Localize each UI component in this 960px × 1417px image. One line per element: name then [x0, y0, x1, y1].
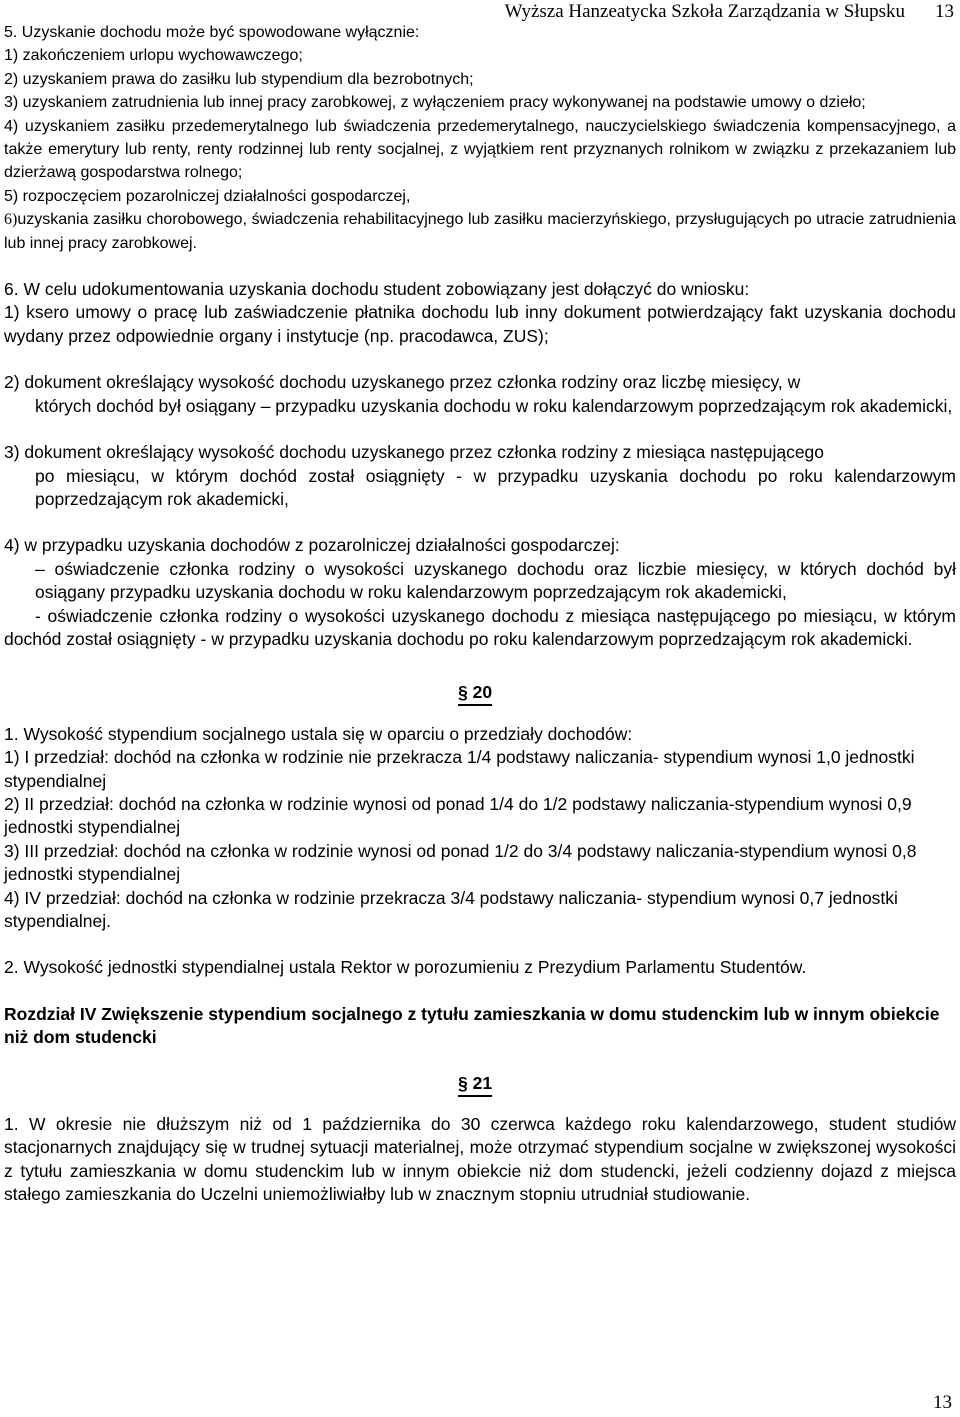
- section-6: [4, 278, 956, 651]
- section-6-intro: [4, 278, 956, 301]
- section-5-item-1: 1) zakończeniem urlopu wychowawczego;: [4, 47, 303, 65]
- page-header: [505, 1, 954, 23]
- section-5-item-5: 5) rozpoczęciem pozarolniczej działalności gospodarczej,: [4, 187, 411, 205]
- section-6-intro-text: W celu udokumentowania uzyskania dochodu student zobowiązany jest dołączyć do wniosku:: [23, 279, 750, 300]
- paragraph-20: [4, 723, 956, 980]
- section-6-item-3-rest: po miesiącu, w którym dochód został osiągnięty - w przypadku uzyskania dochodu po roku kalendarzowym poprzedzającym rok akademicki,: [35, 465, 956, 509]
- section-6-item-4-dash-1: – oświadczenie członka rodziny o wysokości uzyskanego dochodu oraz liczbie miesięcy, w których dochód był osiągany przypadku uzyskania dochodu w roku kalendarzowym poprzedzającym rok akademicki,: [35, 558, 956, 603]
- section-5-item-6: [4, 208, 956, 255]
- section-6-item-3-first: 3) dokument określający wysokość dochodu uzyskanego przez członka rodziny z miesiąca następującego: [4, 442, 825, 463]
- section-5-item-6-text: uzyskania zasiłku chorobowego, świadczenia rehabilitacyjnego lub zasiłku macierzyńskiego, przysługujących po utracie zatrudnienia lub innej pracy zarobkowej.: [4, 211, 956, 252]
- section-6-item-2-rest: których dochód był osiągany – przypadku uzyskania dochodu w roku kalendarzowym poprzedzającym rok akademicki,: [35, 395, 953, 416]
- section-5-item-2: 2) uzyskaniem prawa do zasiłku lub stypendium dla bezrobotnych;: [4, 70, 474, 88]
- chapter-4-title: Rozdział IV Zwiększenie stypendium socjalnego z tytułu zamieszkania w domu studenckim lub w innym obiekcie niż dom studencki: [4, 1003, 940, 1048]
- document-body: [4, 21, 956, 1207]
- section-6-number: 6.: [4, 279, 19, 300]
- paragraph-20-bracket-3: 3) III przedział: dochód na członka w rodzinie wynosi od ponad 1/2 do 3/4 podstawy naliczania-stypendium wynosi 0,8 jednostki stypendialnej: [4, 840, 917, 885]
- paragraph-20-point-2: 2. Wysokość jednostki stypendialnej ustala Rektor w porozumieniu z Prezydium Parlamentu Studentów.: [4, 957, 807, 978]
- page-footer-number: 13: [933, 1392, 952, 1413]
- section-5-intro: 5. Uzyskanie dochodu może być spowodowane wyłącznie:: [4, 24, 420, 41]
- section-6-item-1: 1) ksero umowy o pracę lub zaświadczenie płatnika dochodu lub inny dokument potwierdzający fakt uzyskania dochodu wydany przez odpowiednie organy i instytucje (np. pracodawca, ZUS);: [4, 302, 956, 346]
- section-6-item-2-first: 2) dokument określający wysokość dochodu uzyskanego przez członka rodziny oraz liczbę miesięcy, w: [4, 372, 801, 393]
- paragraph-20-bracket-4: 4) IV przedział: dochód na członka w rodzinie przekracza 3/4 podstawy naliczania- stypendium wynosi 0,7 jednostki stypendialnej.: [4, 887, 898, 931]
- paragraph-21-heading: § 21: [458, 1072, 493, 1093]
- section-6-item-4-dash-2: - oświadczenie członka rodziny o wysokości uzyskanego dochodu z miesiąca następującego po miesiącu, w którym dochód został osiągnięty - w przypadku uzyskania dochodu po roku kalendarzowym poprzedzającym rok akademicki.: [4, 605, 956, 649]
- section-5: [4, 21, 956, 255]
- section-5-item-4: 4) uzyskaniem zasiłku przedemerytalnego lub świadczenia przedemerytalnego, nauczycielskiego świadczenia kompensacyjnego, a także emerytury lub renty, renty rodzinnej lub renty socjalnej, z wyjątkiem rent przyznanych rolnikom w związku z przekazaniem lub dzierżawą gospodarstwa rolnego;: [4, 117, 956, 182]
- paragraph-21-point-1: 1. W okresie nie dłuższym niż od 1 października do 30 czerwca każdego roku kalendarzowego, student studiów stacjonarnych znajdujący się w trudnej sytuacji materialnej, może otrzymać stypendium socjalne w zwiększonej wysokości z tytułu zamieszkania w domu studenckim lub w innym obiekcie niż dom studencki, jeżeli codzienny dojazd z miejsca stałego zamieszkania do Uczelni uniemożliwiałby lub w znacznym stopniu utrudniał studiowanie.: [4, 1114, 956, 1205]
- header-institution: Wyższa Hanzeatycka Szkoła Zarządzania w Słupsku: [504, 1, 905, 22]
- paragraph-20-point-1: 1. Wysokość stypendium socjalnego ustala się w oparciu o przedziały dochodów:: [4, 723, 633, 744]
- header-page-number: 13: [935, 1, 954, 22]
- paragraph-20-heading: § 20: [458, 682, 493, 703]
- paragraph-20-bracket-1: 1) I przedział: dochód na członka w rodzinie nie przekracza 1/4 podstawy naliczania- stypendium wynosi 1,0 jednostki stypendialnej: [4, 747, 915, 791]
- section-5-item-3: 3) uzyskaniem zatrudnienia lub innej pracy zarobkowej, z wyłączeniem pracy wykonywanej na podstawie umowy o dzieło;: [4, 94, 866, 112]
- section-6-item-4-first: 4) w przypadku uzyskania dochodów z pozarolniczej działalności gospodarczej:: [4, 535, 620, 556]
- section-5-item-6-number: 6): [4, 211, 18, 229]
- paragraph-20-bracket-2: 2) II przedział: dochód na członka w rodzinie wynosi od ponad 1/4 do 1/2 podstawy naliczania-stypendium wynosi 0,9 jednostki stypendialnej: [4, 793, 912, 838]
